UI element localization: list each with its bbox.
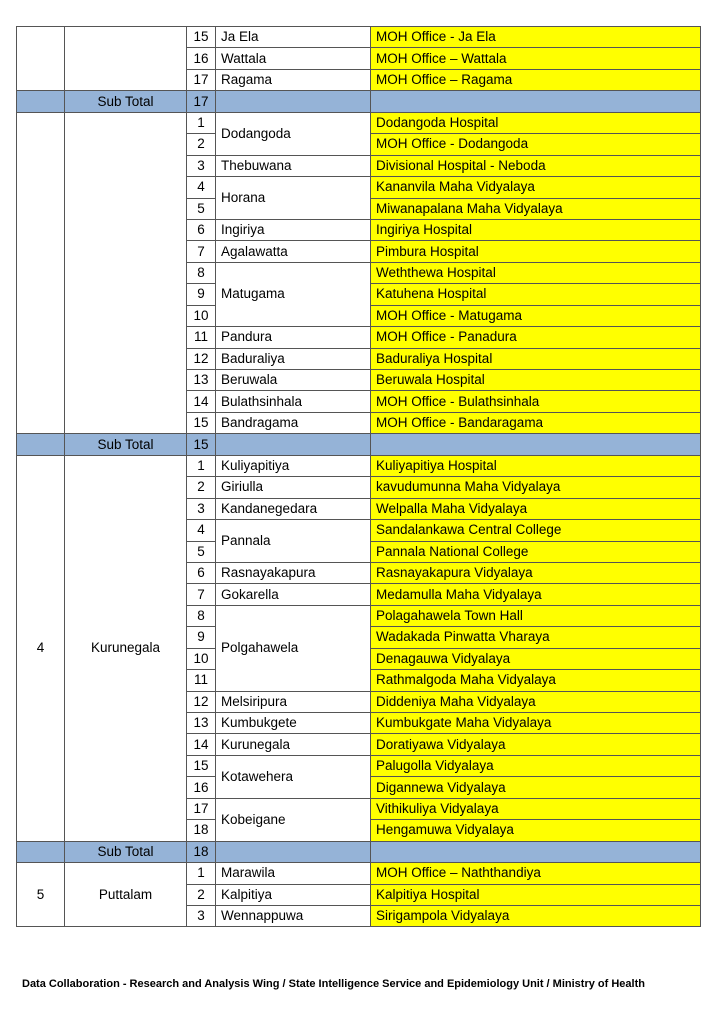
location-cell: Kananvila Maha Vidyalaya [371,177,701,198]
row-number-cell: 11 [187,327,216,348]
location-cell: Pannala National College [371,541,701,562]
row-number-cell: 1 [187,455,216,476]
row-number-cell: 2 [187,477,216,498]
district-number-cell: 4 [17,455,65,841]
district-name-cell [65,112,187,434]
table-row [17,27,701,48]
row-number-cell: 16 [187,48,216,69]
row-number-cell: 17 [187,798,216,819]
location-cell: Rasnayakapura Vidyalaya [371,562,701,583]
area-cell: Kumbukgete [216,713,371,734]
row-number-cell: 16 [187,777,216,798]
area-cell: Kalpitiya [216,884,371,905]
area-cell: Ja Ela [216,27,371,48]
subtotal-empty-cell [371,434,701,455]
location-cell: Vithikuliya Vidyalaya [371,798,701,819]
row-number-cell: 17 [187,69,216,90]
location-cell: MOH Office - Bulathsinhala [371,391,701,412]
location-cell: Medamulla Maha Vidyalaya [371,584,701,605]
location-cell: Hengamuwa Vidyalaya [371,820,701,841]
row-number-cell: 2 [187,884,216,905]
area-cell: Wennappuwa [216,905,371,926]
location-cell: Beruwala Hospital [371,370,701,391]
location-cell: MOH Office - Ja Ela [371,27,701,48]
row-number-cell: 13 [187,713,216,734]
area-cell: Agalawatta [216,241,371,262]
row-number-cell: 15 [187,755,216,776]
row-number-cell: 5 [187,541,216,562]
row-number-cell: 8 [187,262,216,283]
location-cell: MOH Office - Bandaragama [371,412,701,433]
table-row [17,112,701,133]
location-cell: Digannewa Vidyalaya [371,777,701,798]
area-cell: Kobeigane [216,798,371,841]
row-number-cell: 9 [187,284,216,305]
row-number-cell: 18 [187,820,216,841]
row-number-cell: 15 [187,27,216,48]
subtotal-spacer-cell [17,434,65,455]
subtotal-value: 17 [187,91,216,112]
location-cell: Polagahawela Town Hall [371,605,701,626]
location-cell: Kalpitiya Hospital [371,884,701,905]
row-number-cell: 14 [187,391,216,412]
area-cell: Kurunegala [216,734,371,755]
area-cell: Ingiriya [216,219,371,240]
row-number-cell: 3 [187,905,216,926]
row-number-cell: 5 [187,198,216,219]
area-cell: Baduraliya [216,348,371,369]
row-number-cell: 4 [187,520,216,541]
location-cell: Sandalankawa Central College [371,520,701,541]
location-cell: MOH Office - Panadura [371,327,701,348]
row-number-cell: 1 [187,112,216,133]
table-row [17,863,701,884]
area-cell: Dodangoda [216,112,371,155]
location-cell: MOH Office – Wattala [371,48,701,69]
subtotal-row [17,91,701,112]
district-name-cell: Kurunegala [65,455,187,841]
area-cell: Marawila [216,863,371,884]
area-cell: Horana [216,177,371,220]
row-number-cell: 2 [187,134,216,155]
district-number-cell [17,27,65,91]
location-cell: Baduraliya Hospital [371,348,701,369]
area-cell: Polgahawela [216,605,371,691]
area-cell: Matugama [216,262,371,326]
row-number-cell: 8 [187,605,216,626]
area-cell: Bandragama [216,412,371,433]
district-number-cell: 5 [17,863,65,927]
location-cell: Diddeniya Maha Vidyalaya [371,691,701,712]
area-cell: Rasnayakapura [216,562,371,583]
area-cell: Beruwala [216,370,371,391]
location-cell: Ingiriya Hospital [371,219,701,240]
location-cell: Doratiyawa Vidyalaya [371,734,701,755]
area-cell: Melsiripura [216,691,371,712]
row-number-cell: 3 [187,498,216,519]
district-name-cell [65,27,187,91]
row-number-cell: 14 [187,734,216,755]
row-number-cell: 13 [187,370,216,391]
district-number-cell [17,112,65,434]
area-cell: Pannala [216,520,371,563]
area-cell: Kuliyapitiya [216,455,371,476]
location-cell: Katuhena Hospital [371,284,701,305]
location-cell: MOH Office – Naththandiya [371,863,701,884]
row-number-cell: 11 [187,670,216,691]
subtotal-label: Sub Total [65,91,187,112]
row-number-cell: 9 [187,627,216,648]
area-cell: Giriulla [216,477,371,498]
row-number-cell: 6 [187,219,216,240]
location-cell: MOH Office - Matugama [371,305,701,326]
location-cell: Weththewa Hospital [371,262,701,283]
row-number-cell: 12 [187,348,216,369]
location-cell: Dodangoda Hospital [371,112,701,133]
location-cell: Welpalla Maha Vidyalaya [371,498,701,519]
vaccination-centers-table [16,26,701,927]
subtotal-row [17,841,701,862]
location-cell: Kuliyapitiya Hospital [371,455,701,476]
table-row [17,455,701,476]
subtotal-value: 15 [187,434,216,455]
subtotal-empty-cell [371,841,701,862]
table-body [17,27,701,927]
location-cell: Rathmalgoda Maha Vidyalaya [371,670,701,691]
area-cell: Pandura [216,327,371,348]
subtotal-value: 18 [187,841,216,862]
area-cell: Ragama [216,69,371,90]
row-number-cell: 3 [187,155,216,176]
page-footer: Data Collaboration - Research and Analysis Wing / State Intelligence Service and Epidemiology Unit / Ministry of Health [22,978,645,990]
row-number-cell: 1 [187,863,216,884]
subtotal-empty-cell [371,91,701,112]
subtotal-label: Sub Total [65,434,187,455]
location-cell: Wadakada Pinwatta Vharaya [371,627,701,648]
subtotal-spacer-cell [17,841,65,862]
area-cell: Bulathsinhala [216,391,371,412]
area-cell: Kandanegedara [216,498,371,519]
location-cell: Kumbukgate Maha Vidyalaya [371,713,701,734]
district-name-cell: Puttalam [65,863,187,927]
subtotal-empty-cell [216,841,371,862]
location-cell: MOH Office - Dodangoda [371,134,701,155]
area-cell: Wattala [216,48,371,69]
subtotal-row [17,434,701,455]
subtotal-empty-cell [216,434,371,455]
row-number-cell: 10 [187,648,216,669]
location-cell: Pimbura Hospital [371,241,701,262]
row-number-cell: 7 [187,584,216,605]
subtotal-label: Sub Total [65,841,187,862]
location-cell: Divisional Hospital - Neboda [371,155,701,176]
area-cell: Kotawehera [216,755,371,798]
subtotal-spacer-cell [17,91,65,112]
location-cell: kavudumunna Maha Vidyalaya [371,477,701,498]
row-number-cell: 12 [187,691,216,712]
location-cell: Sirigampola Vidyalaya [371,905,701,926]
row-number-cell: 4 [187,177,216,198]
location-cell: Denagauwa Vidyalaya [371,648,701,669]
row-number-cell: 15 [187,412,216,433]
row-number-cell: 10 [187,305,216,326]
subtotal-empty-cell [216,91,371,112]
area-cell: Gokarella [216,584,371,605]
row-number-cell: 7 [187,241,216,262]
location-cell: Palugolla Vidyalaya [371,755,701,776]
area-cell: Thebuwana [216,155,371,176]
location-cell: MOH Office – Ragama [371,69,701,90]
row-number-cell: 6 [187,562,216,583]
location-cell: Miwanapalana Maha Vidyalaya [371,198,701,219]
